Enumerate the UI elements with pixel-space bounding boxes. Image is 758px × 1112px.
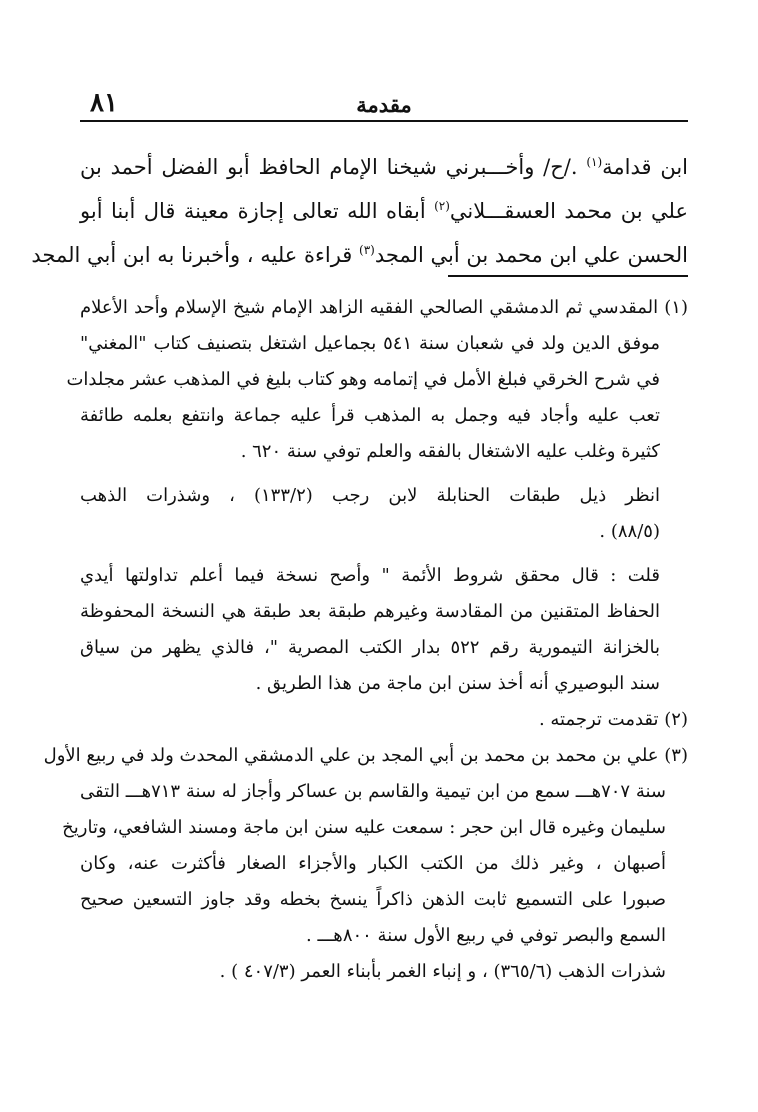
footnote-line: (١) المقدسي ثم الدمشقي الصالحي الفقيه الزاهد الإمام شيخ الإسلام وأحد الأعلام xyxy=(80,297,688,318)
footnote-reference: انظر ذيل طبقات الحنابلة لابن رجب (١٣٣/٢) ، وشذرات الذهب xyxy=(80,485,660,506)
footnote-line: سند البوصيري أنه أخذ سنن ابن ماجة من هذا الطريق . xyxy=(255,673,660,694)
footnote-line: سنة ٧٠٧هـــ سمع من ابن تيمية والقاسم بن عساكر وأجاز له سنة ٧١٣هـــ التقى xyxy=(80,781,667,802)
footnote-line: تعب عليه وأجاد فيه وجمل به المذهب قرأ عليه جماعة وانتفع بعلمه طائفة xyxy=(80,405,660,426)
footnote-line: أصبهان ، وغير ذلك من الكتب الكبار والأجزاء الصغار فأكثرت عنه، وكان xyxy=(80,853,666,874)
main-line: علي بن محمد العسقـــلاني$^{(٢)}$ أبقاه الله تعالى إجازة معينة قال أبنا أبو xyxy=(80,199,688,223)
footnote-line: بالخزانة التيمورية رقم ٥٢٢ بدار الكتب المصرية "، فالذي يظهر من سياق xyxy=(80,637,661,658)
footnote-line: سليمان وغيره قال ابن حجر : سمعت عليه سنن ابن ماجة ومسند الشافعي، وتاريخ xyxy=(62,817,666,838)
footnote-line: (٣) علي بن محمد بن محمد بن أبي المجد بن علي الدمشقي المحدث ولد في ربيع الأول xyxy=(43,745,688,766)
footnote-reference: (٨٨/٥) . xyxy=(599,521,660,542)
main-text xyxy=(31,140,688,272)
footnote-line: (٢) تقدمت ترجمته . xyxy=(538,709,688,730)
footnote-line: الحفاظ المتقنين من المقادسة وغيرهم طبقة بعد طبقة هي النسخة المحفوظة xyxy=(80,601,660,622)
footnote-line: موفق الدين ولد في شعبان سنة ٥٤١ بجماعيل اشتغل بتصنيف كتاب "المغني" xyxy=(80,333,660,354)
footnote-line: صبورا على التسميع ثابت الذهن ذاكراً ينسخ بخطه وقد جاوز التسعين صحيح xyxy=(80,889,666,910)
page-header xyxy=(80,88,688,122)
footnote-line: في شرح الخرقي فبلغ الأمل في إتمامه وهو كتاب بليغ في المذهب عشر مجلدات xyxy=(66,369,660,390)
main-line: الحسن علي ابن محمد بن أبي المجد$^{(٣)}$ قراءة عليه ، وأخبرنا به ابن أبي المجد xyxy=(31,243,688,267)
footnote-line: كثيرة وغلب عليه الاشتغال بالفقه والعلم توفي سنة ٦٢٠ . xyxy=(240,441,660,462)
footnote-reference: شذرات الذهب (٣٦٥/٦) ، و إنباء الغمر بأبناء العمر (٤٠٧/٣ ) . xyxy=(219,961,666,982)
header-rule xyxy=(80,120,688,122)
page-number: ٨١ xyxy=(90,88,118,118)
footnote-ref-1: (١) xyxy=(586,155,603,169)
footnote-ref-2: (٢) xyxy=(434,199,450,213)
footnote-separator xyxy=(448,275,688,277)
footnotes xyxy=(43,290,688,990)
footnote-line: السمع والبصر توفي في ربيع الأول سنة ٨٠٠هـــ . xyxy=(306,925,666,946)
footnote-line: قلت : قال محقق شروط الأئمة " وأصح نسخة فيما أعلم تداولتها أيدي xyxy=(80,565,660,586)
main-line: ابن قدامة$^{(١)}$ ./ح/ وأخـــبرني شيخنا الإمام الحافظ أبو الفضل أحمد بن xyxy=(80,155,688,179)
footnote-ref-3: (٣) xyxy=(359,243,375,257)
page-title: مقدمة xyxy=(356,92,412,117)
